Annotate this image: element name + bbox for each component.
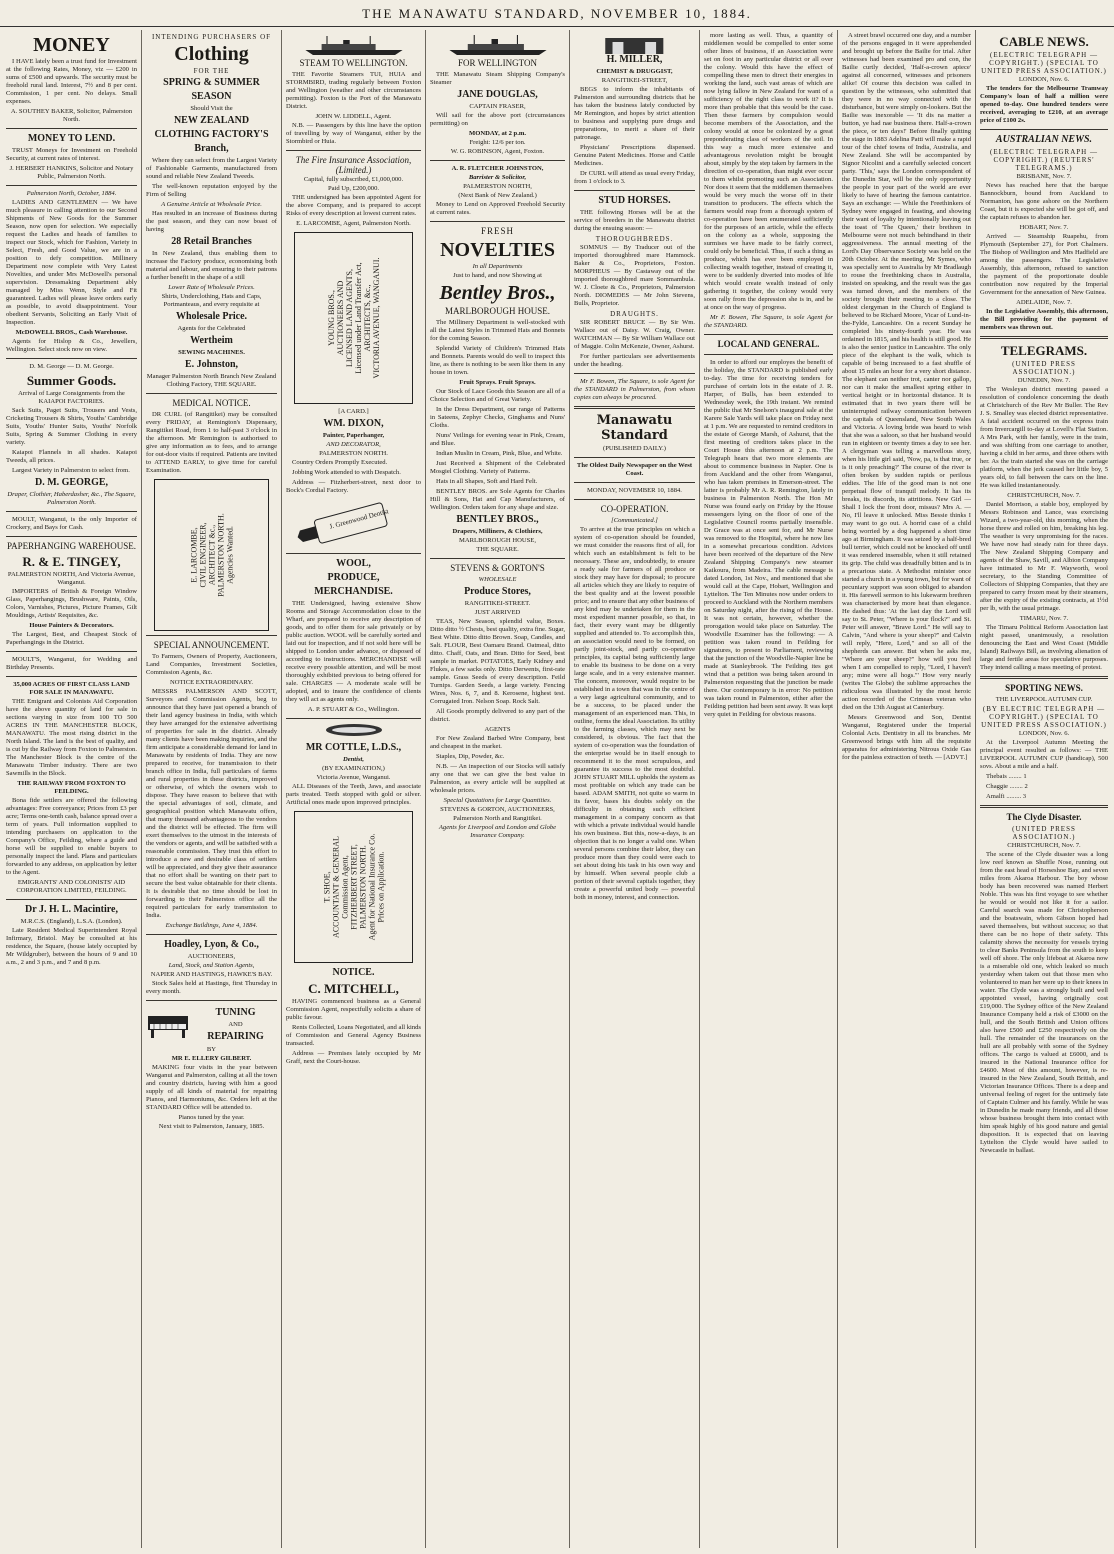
stock-sales: Stock Sales held at Hastings, first Thursday in every month.	[146, 980, 277, 995]
column-4	[426, 30, 570, 1548]
local-general-heading: LOCAL AND GENERAL.	[717, 339, 820, 349]
young-bros-card-text	[327, 258, 381, 379]
spring-summer: SPRING & SUMMER	[163, 77, 260, 88]
card-line: ARCHITECTS, &c.,	[362, 284, 372, 352]
special-heading: SPECIAL ANNOUNCEMENT.	[153, 640, 270, 650]
card-line: ARCHITECT &c.,	[207, 524, 216, 586]
shop-icon	[598, 34, 671, 52]
fire-capital: Capital, fully subscribed, £1,000,000.	[303, 176, 404, 183]
largest-text: Largest Variety in Palmerston to select from.	[12, 467, 130, 474]
clothing-heading: Clothing	[174, 43, 249, 65]
clyde-heading: The Clyde Disaster.	[1006, 812, 1082, 822]
steam-nb: N.B. — Passengers by this line have the option of travelling by way of Wanganui, either by the Stormbird or Huia.	[286, 122, 421, 145]
retail-text: In New Zealand, thus enabling them to increase the Factory produce, economising both material and labour, and ensuring to their patrons a further benefit in the shape of a still	[146, 250, 277, 281]
london-dateline: LONDON, Nov. 6.	[1018, 76, 1070, 83]
fire-heading: The Fire Insurance Association, (Limited.)	[295, 155, 412, 175]
produce-heading: PRODUCE,	[327, 572, 380, 583]
sg-insurance: Agents for Liverpool and London and Globe Insurance Company.	[438, 824, 557, 839]
adelaide-text: In the Legislative Assembly, this afternoon, the Bill providing for the payment of members was thrown out.	[980, 308, 1108, 331]
miller-name: H. MILLER,	[606, 54, 663, 65]
lace-text: Our Stock of Lace Goods this Season are all of a Choice Selection and of Great Variety.	[430, 388, 565, 403]
oldest-daily: The Oldest Daily Newspaper on the West Coast.	[576, 462, 693, 477]
result-1: Thebais ........ 1	[986, 773, 1027, 780]
lower-rate: Lower Rate of Wholesale Prices.	[168, 284, 255, 291]
miller-street: RANGITIKEI-STREET,	[601, 77, 668, 84]
fresh-heading: FRESH	[480, 226, 514, 236]
mcdowell-dateline: Palmerston North, October, 1884.	[26, 190, 117, 197]
card-line: Commission Agent,	[340, 855, 349, 919]
larcombe-agent: E. LARCOMBE, Agent, Palmerston North.	[296, 220, 411, 227]
extra-text: MESSRS PALMERSON AND SCOTT, Surveyors and Commission Agents, beg to announce that they have just opened a branch of their land agency business in India, with which they have arranged for the extensive advertising of properties for sale in the district. Already many clients have been making inquiries, and the firm anticipate a considerable demand for land in Manawatu by residents of India. They are now prepared to receive, for transmission to their branch office in India, full particulars of farms and rural properties in these districts, improved or otherwise, of which the owners wish to dispose. They have reason to believe that with the special advantages of soil, climate, and geographical position which Manawatu offers, that many thousand advantageous to the vendors and the district will be effected. The firm will exert themselves to the utmost in the interests of the vendors or agents, and will be satisfied with a reasonable commission. They trust this effort to introduce a new and desirable class of settlers will be appreciated, and they give their assurance that no effort shall be wanting on their part to secure the best value obtainable for their clients. It is desirable that no time should be lost in forwarding to their Palmerston office all the required particulars for early transmission to India.	[146, 688, 277, 919]
piano-icon	[146, 1010, 190, 1040]
divider	[6, 511, 137, 512]
george-line: Draper, Clothier, Haberdasher, &c., The Square, Palmerston North.	[7, 491, 136, 506]
divider	[6, 536, 137, 537]
notice-heading: NOTICE.	[332, 967, 375, 978]
card-line: Agent for National Insurance Co.	[367, 833, 376, 941]
sg-signature: STEVENS & GORTON, AUCTIONEERS,	[440, 806, 555, 813]
mitchell-text: HAVING commenced business as a General Commission Agent, respectfully solicits a share of public favour.	[286, 998, 421, 1021]
card-line: Prices on Application.	[376, 851, 385, 923]
acres-heading: 35,000 ACRES OF FIRST CLASS LAND FOR SALE IN MANAWATU.	[13, 681, 130, 696]
novelties-heading: NOVELTIES	[440, 239, 555, 261]
divider	[430, 160, 565, 161]
robinson-signature: W. G. ROBINSON, Agent, Foxton.	[450, 148, 545, 155]
sporting-heading: SPORTING NEWS.	[1005, 683, 1083, 693]
rents-text: Rents Collected, Loans Negotiated, and all kinds of Commission and General Agency Business transacted.	[286, 1024, 421, 1047]
johnston-name: E. Johnston,	[184, 359, 239, 370]
hobart-dateline: HOBART, Nov. 7.	[1019, 224, 1069, 231]
aus-sub: (ELECTRIC TELEGRAPH — COPYRIGHT.) (REUTERS' TELEGRAMS.)	[990, 148, 1098, 172]
branch: Branch,	[194, 143, 229, 154]
column-3	[282, 30, 426, 1548]
divider	[146, 934, 277, 935]
card-label: [A CARD.]	[338, 408, 369, 415]
card-line: CIVIL ENGINEER,	[198, 522, 207, 588]
moult-presents: MOULT'S, Wanganui, for Wedding and Birthday Presents.	[6, 656, 137, 671]
card-line: E. LARCOMBE,	[189, 527, 198, 583]
next-visit: Next visit to Palmerston, January, 1885.	[158, 1123, 265, 1130]
goods-delivered: All Goods promptly delivered to any part of the district.	[430, 708, 565, 723]
tingey-heading: R. & E. TINGEY,	[22, 554, 121, 569]
money-ad-signature: A. SOUTHEY BAKER, Solicitor, Palmerston North.	[10, 108, 133, 123]
macintire-text: Late Resident Medical Superintendent Royal Infirmary, Bristol. May be consulted at his residence, the Square, (house lately occupied by Mr Wildgruber), between the hours of 9 and 10 a.m., 2 and 3 p.m., and 7 and 8 p.m.	[6, 927, 137, 966]
card-line: ACCOUNTANT & GENERAL	[331, 836, 340, 938]
summer-goods-heading: Summer Goods.	[26, 373, 117, 388]
christchurch-dateline: CHRISTCHURCH, Nov. 7.	[1007, 492, 1081, 499]
brisbane-dateline: BRISBANE, Nov. 7.	[1016, 173, 1072, 180]
steam-heading: STEAM TO WELLINGTON.	[299, 58, 408, 68]
marlborough-house-2: MARLBOROUGH HOUSE,	[459, 537, 536, 544]
london-text: The tenders for the Melbourne Tramway Company's loan of half a million were opened to-day. One hundred tenders were received, averaging to £210, at an average price of £100 2s.	[980, 85, 1108, 124]
stud-heading: STUD HORSES.	[598, 195, 671, 206]
divider	[574, 457, 695, 458]
acres-signature: EMIGRANTS' AND COLONISTS' AID CORPORATION LIMITED, FEILDING.	[16, 879, 127, 894]
cottle-dentist: Dentist,	[342, 756, 365, 763]
teeth-icon-wrap	[286, 723, 421, 740]
the-square: THE SQUARE.	[476, 546, 519, 553]
divider	[146, 393, 277, 394]
divider	[6, 128, 137, 129]
column-6	[700, 30, 838, 1548]
liddell-signature: JOHN W. LIDDELL, Agent.	[315, 113, 392, 120]
divider	[430, 221, 565, 222]
steamer-icon	[444, 34, 552, 56]
repairing: REPAIRING	[207, 1031, 264, 1042]
mcdowell-signature: McDOWELL BROS., Cash Warehouse.	[15, 329, 128, 336]
tingey-end: The Largest, Best, and Cheapest Stock of Paperhangings in the District.	[6, 631, 137, 646]
wertheim: Wertheim	[190, 335, 233, 346]
card-line: T. SHOE,	[322, 871, 331, 903]
clyde-sub: (UNITED PRESS ASSOCIATION.)	[1012, 825, 1076, 841]
money-heading: MONEY	[33, 34, 110, 56]
coop-heading: CO-OPERATION.	[600, 504, 669, 514]
marlborough-house: MARLBOROUGH HOUSE.	[444, 306, 550, 316]
stud-text: THE following Horses will be at the service of breeders in the Manawatu district during the ensuing season: —	[574, 209, 695, 232]
reputation-text: The well-known reputation enjoyed by the Firm of Selling	[146, 183, 277, 198]
miller-text: BEGS to inform the inhabitants of Palmerston and surrounding districts that he has taken the business lately conducted by Mr Remington, and hopes by strict attention to business and supplying pure drugs and preparations, to merit a share of their patronage.	[574, 86, 695, 141]
dunedin-text: The Wesleyan district meeting passed a resolution of condolence concerning the death at Christchurch of the Rev Mr Buller. The Rev J. S. Smalley was elected district representative. A fatal accident occurred on the express train from Invercargill to-day at Lovell's Flat Station. A Mrs Park, with her family, were in the train, and was shifting from one carriage to another, having a child in her arms, and three others with her. As the train started she was on the carriage platform, when the jerk caused her little boy, 5 years old, to fall between the cars on the line. He was killed instantaneously.	[980, 386, 1108, 489]
agents-heading: AGENTS	[484, 726, 511, 733]
special-quotations: Special Quotations for Large Quantities.	[443, 797, 552, 804]
special-text: To Farmers, Owners of Property, Auctioneers, Land Companies, Investment Societies, Commission Agents, &c.	[146, 653, 277, 676]
wholesale-price: Wholesale Price.	[175, 311, 248, 322]
steamer-icon	[300, 34, 408, 56]
dixon-jobbing: Jobbing Work attended to with Despatch.	[292, 469, 401, 476]
bentley-heading-2: BENTLEY BROS.,	[456, 514, 539, 525]
divider	[980, 336, 1108, 339]
pianos-tuned: Pianos tuned by the year.	[178, 1114, 245, 1121]
house-painters: House Painters & Decorators.	[29, 622, 114, 629]
produce-stores: Produce Stores,	[464, 586, 531, 597]
summer-goods-list: Sack Suits, Paget Suits, Trousers and Vests, Cricketing Trousers & Shirts, Youths' Cambridge Suits, Youths' Hunter Suits, Youths' Norfolk Suits, Spring & Summer Clothing in every variety.	[6, 407, 137, 446]
divider	[286, 150, 421, 151]
card-line: PALMERSTON NORTH.	[216, 513, 225, 597]
divider	[6, 185, 137, 186]
timaru-text: The Timaru Political Reform Association last night passed, unanimously, a resolution denouncing the East and West Coast (Middle Island) Railways Bill, as involving alienation of large and fertile areas for speculative purposes. They intend calling a mass meeting of protest.	[980, 624, 1108, 671]
card-line: AUCTIONEERS AND	[335, 280, 345, 356]
steam-text: THE Favorite Steamers TUI, HUIA and STORMBIRD, trading regularly between Foxton and Wellington (weather and other circumstances permitting). Foxton is the Port of the Manawatu District.	[286, 71, 421, 110]
column-7-text: A street brawl occurred one day, and a number of the persons engaged in it were apprehended and brought up before the Bailie for trial. After witnesses had been examined pro and con, the Bailie curtly decided, 'Half-a-crown apiece' against all concerned, witnesses and prisoners alike! Of course this decision was called in question by the witnesses, who submitted that they were in no way connected with the disturbance, but were simply on-lookers. But the Bailie was inexorable — 'It dis na matter a button, ye had nae business there. Half-a-crown the piece, or ten days!' Before finally quitting the stage in 1883 Adelina Patti will make a rapid tour of the chief towns of India, Australia, and New Zealand. She will be accompanied by Signor Nicolini and a carefully selected concert party. 'This,' says the London correspondent of the Dunedin Star, will be the only opportunity the people in your part of the world are ever likely to have of hearing the famous cantatrice. Says an exchange: — While the Freethinkers of Sydney were engaged in feasting, and showing their want of loyalty by intentionally leaving out the toast of 'The Queen,' their brethren in Melbourne were not much behindhand in their aggressiveness. The annual meeting of the Lord's Day Observance Society was held on the 20th October. At the meeting, Mr Symes, who was specially sent to Australia by Mr Bradlaugh to rouse the freethinking chaos in Australia, insisted on speaking, and the result was the gas was turned down, and the members of the society brought their meeting to a close. The oldest clergyman in the Church of England is believed to be Richard Moore, Vicar of Lund-in-the-Fylde, Lancashire. On a recent Sunday he completed his ninety-fourth year. He was ordained in 1815, and his health is still good. He is also the senior justice in Lancashire. The only piece of the elephant is the walk, which is capable of being increased to a fast shuffle of about 15 miles an hour for a very short distance. The elephant can neither trot, canter nor gallop, nor can it make the smallest spring either in vertical height or in horizontal distance. It is estimated that in two years there will be uninterrupted railway communication between the capitals of Queensland, New South Wales and Victoria. A loving bride was heard to wish that she was a saloon, so that her husband would run in eighteen or twenty times a day to see her. A clergyman was telling a marvellous story, when his little girl said, 'Now, pa, is that true, or is it only preaching?' The course of the river is often broken by sudden rapids or perilous eddies. The life of the good man is not one perpetual flow of tranquil melody. It has its breaks, its discords, its attritions. New Girl — Shall I lock the front door, missus? Mrs A. — No, I'll leave it unlocked. Miss Bessie thinks I may want to go out. A horrid case of a child being worried by a dog happened a short time ago at Birmingham. It was seized by a half-bred bull terrier, which could not be knocked off until it was rendered insensible, when it still retained its grip. The child was dreadfully bitten and is in a precarious state. A Methodist minister once started a church in a young town, but for want of pecuniary support was soon obliged to abandon it. His farewell sermon to his lukewarm brethren was characterised by more heat than elegance. He dashed thus: 'At the last day the Lord will say to St. Peter, "Where is your flock?" and St. Peter will answer, "Brave Lord." He will say to Calvin, "And where is your sheep?" and Calvin will reply, "Here, Lord," and so all of the shepherds can answer. But when he asks me, "Where are your sheep?" how will you feel when I am compelled to reply, "Lord, I haven't any; mine were all hogs."' How very nearly (writes The Globe) the sublime approaches the ridiculous was illustrated by the most heroic action recorded of the Crimean veteran who died on the 13th August at Canterbury.	[842, 32, 971, 711]
mcdowell-text: LADIES AND GENTLEMEN — We have much pleasure in calling attention to our Second Shipments of New Goods for the Summer Season, now open for selection. We especially request the Ladies and heads of families to inspect our Stock, which for Fashion, Variety in Select, Fresh, and Good Value, we are in a position to defy competition. Millinery Department now complete with Very Latest Novelties, and under Mrs McDowell's personal supervision. Dressmaking Department ably managed by Miss Wenn, Style and Fit guaranteed. Ladies will please leave orders early as possible, to avoid disappointment. Your obedient Servants, Soliciting an Early Visit of Inspection.	[6, 199, 137, 326]
cable-news-heading: CABLE NEWS.	[999, 34, 1089, 49]
cottle-address: Victoria Avenue, Wanganui.	[316, 774, 391, 781]
season: SEASON	[191, 91, 232, 102]
divider	[980, 805, 1108, 808]
hislop-note: Agents for Hislop & Co., Jewellers, Wellington. Select stock now on view.	[6, 338, 137, 353]
fletcher-location: PALMERSTON NORTH,	[463, 183, 532, 190]
bentley-agents: BENTLEY BROS. are Sole Agents for Charles Hill & Sons, Hat and Cap Manufacturers, of Wellington. Orders taken for any shape and size.	[430, 488, 565, 511]
card-line: YOUNG BROS.,	[326, 290, 336, 346]
tingey-location: PALMERSTON NORTH, And Victoria Avenue, Wanganui.	[7, 571, 136, 586]
divider	[574, 373, 695, 374]
larcombe-card-box	[154, 479, 269, 631]
column-2	[142, 30, 282, 1548]
just-to-hand: Just to hand, and now Showing at	[453, 272, 542, 279]
divider	[704, 334, 833, 335]
column-5	[570, 30, 700, 1548]
communicated: [Communicated.]	[611, 517, 658, 524]
card-line: PALMERSTON NORTH.	[358, 845, 367, 929]
wellington-text: THE Manawatu Steam Shipping Company's Steamer	[430, 71, 565, 86]
cottle-name: MR COTTLE, L.D.S.,	[305, 742, 402, 753]
medical-heading: MEDICAL NOTICE.	[172, 398, 251, 408]
macintire-degrees: M.R.C.S. (England), L.S.A. (London).	[20, 918, 123, 925]
hobart-text: Arrived — Steamship Ruapehu, from Plymouth (September 27), for Port Chalmers. The Bishop of Wellington and Mrs Hadfield are among the passengers. The Legislative Assembly, this afternoon, refused to sanction the payment of the proportionate double contribution now required by the Imperial Government for the annexation of New Guinea.	[980, 233, 1108, 296]
should-visit: Should Visit the	[190, 105, 233, 112]
dixon-trade: Painter, Paperhanger,	[322, 432, 385, 439]
divider	[574, 190, 695, 191]
fletcher-name: A. R. FLETCHER JOHNSTON,	[451, 165, 544, 172]
captain: CAPTAIN FRASER,	[469, 103, 526, 110]
auctioneers: AUCTIONEERS,	[187, 953, 236, 960]
divider	[146, 635, 277, 636]
hats-text: Hats in all Shapes, Soft and Hard Felt.	[436, 478, 538, 485]
column-1	[2, 30, 142, 1548]
dress-text: In the Dress Department, our range of Patterns in Sateens, Zephyr Checks, Ginghams and Nuns' Cloths.	[430, 406, 565, 429]
stud-list: SOMNUS — By Traducer out of the imported thoroughbred mare Hammock. Baker & Co., Proprietors, Foxton. MORPHEUS — By Castaway out of the imported thoroughbred mare Sommambula. W. J. Cloete & Co., Proprietors, Palmerston North. DIOMEDES — Mr John Stevens, Bulls, Proprietor.	[574, 244, 695, 307]
divider	[430, 558, 565, 559]
telegrams-heading: TELEGRAMS.	[1000, 343, 1088, 358]
jane-douglas: JANE DOUGLAS,	[457, 89, 538, 100]
thoroughbreds: THOROUGHBREDS.	[595, 235, 674, 243]
fruit-sprays: Fruit Sprays. Fruit Sprays.	[459, 379, 536, 386]
card-line: VICTORIA AVENUE, WANGANUI.	[371, 257, 381, 379]
nuns-text: Nuns' Veilings for evening wear in Pink, Cream, and Blue.	[430, 432, 565, 447]
george-banner: D. M. George — D. M. George.	[29, 363, 114, 370]
acres-text: THE Emigrant and Colonists Aid Corporation have the above quantity of land for sale in sections varying in size from 100 TO 500 ACRES IN THE MANCHESTER BLOCK, MANAWATU. The most rising district in the North Island. The land is the best of quality, and is cut by the Railway from Foxton to Palmerston. The Manchester Block is the centre of the Manawatu Timber industry. There are two Sawmills in the Block.	[6, 698, 137, 777]
fire-text: THE undersigned has been appointed Agent for the above Company, and is prepared to accept Risks of every description at lowest current rates.	[286, 194, 421, 217]
london-dateline-2: LONDON, Nov. 6.	[1018, 730, 1070, 737]
card-line: Licensed under Land Transfer Act,	[353, 262, 363, 374]
for-the: FOR THE	[193, 67, 230, 75]
wool-text: THE Undersigned, having extensive Show Rooms and Storage Accommodation close to the Wharf, are prepared to receive any description of goods, and to offer them for sale privately or by public auction. WOOL will be carefully sorted and laid out for inspection, and if not sold here will be shipped to London under advance, or disposed of according to instructions. MERCHANDISE will receive every possible attention, and will be most thoroughly exhibited previous to being offered for sale. CHARGES — A moderate scale will be adopted, and to insure the confidence of clients they will act as agents only.	[286, 600, 421, 703]
tuning-block	[146, 1005, 277, 1045]
monday: MONDAY, at 2 p.m.	[468, 130, 527, 137]
telegrams-sub: (UNITED PRESS ASSOCIATION.)	[1012, 360, 1076, 376]
splendid-text: Splendid Variety of Children's Trimmed Hats and Bonnets. Parents would do well to inspect this line, as there is nothing to be seen like them in any house in town.	[430, 345, 565, 376]
standard-title: Manawatu Standard	[596, 413, 673, 443]
millinery-text: The Millinery Department is well-stocked with all the Latest Styles in Trimmed Hats and Bonnets for the coming Season.	[430, 319, 565, 342]
moult-crockery: MOULT, Wanganui, is the only Importer of Crockery, and Bays for Cash.	[6, 516, 137, 531]
divider	[6, 651, 137, 652]
draught-list: SIR ROBERT BRUCE — By Sir Wm. Wallace out of Daisy. W. Craig, Owner. WATCHMAN — By Sir William Wallace out of Maggie. Colin McKenzie, Owner, Ashurst.	[574, 319, 695, 350]
result-3: Amalfi ......... 3	[986, 793, 1027, 800]
hoadley-heading: Hoadley, Lyon, & Co.,	[164, 939, 259, 950]
issue-date: MONDAY, NOVEMBER 10, 1884.	[587, 487, 682, 494]
premises-text: Address — Premises lately occupied by Mr Graff, next the Court-house.	[286, 1050, 421, 1065]
and-label: AND	[228, 1021, 243, 1028]
chemist: CHEMIST & DRUGGIST,	[596, 68, 673, 75]
coop-continued: more lasting as well. Thus, a quantity of middlemen would be compelled to enter some other lines of business, if an Association were set on foot in any particular district or all over the colony. Would this have the effect of compelling these men to direct their energies in working the land, such vast areas of which are now lying fallow in New Zealand for want of a sufficiency of the right class to work it? It is more than probable that this would be the case. Then these farmers by compulsion would become members of the Association, and the colony would at once be colonized by a great preponderating class of workers of the soil. In this way a much more extensive and advantageous revolution might be brought about, simply by the step taken by farmers in the direction of co-operation, than might ever occur to them whilst promoting such an Association. Nor does it seem that the middlemen themselves would be very much the worse off in their transition to producers. The effects which the farmers would reap from a thorough system of co-operation have been enumerated sufficiently for the purposes of an article, while the effects on the colony as a whole, supposing the surmises we have made to be fairly correct, could only be beneficial. Thus, if such a thing as produce, which has ever been employed in collecting wealth together, instead of creating it, were to be suddenly diverted into modes of life which would create wealth instead of only gathering it together, the colony would very soon rally from the depression she is in, and be at once on the way of progress.	[704, 32, 833, 311]
column-8	[976, 30, 1112, 1548]
curl-note: Dr CURL will attend as usual every Friday, from 1 o'clock to 3.	[574, 170, 695, 185]
draughts: DRAUGHTS.	[610, 310, 659, 318]
divider	[980, 129, 1108, 130]
lend-text: TRUST Moneys for Investment on Freehold Security, at current rates of interest.	[6, 147, 137, 162]
fire-paid: Paid Up, £200,000.	[327, 185, 380, 192]
cottle-text: ALL Diseases of the Teeth, Jaws, and associate parts treated. Teeth stopped with gold or silver. Artificial ones made upon improved principles.	[286, 783, 421, 806]
divider	[286, 718, 421, 719]
autumn-cup-heading: THE LIVERPOOL AUTUMN CUP.	[995, 696, 1093, 703]
larcombe-card-text	[189, 513, 234, 597]
greenwood-advert: Messrs Greenwood and Son, Dentist Wanganui, Registered under the Imperial Colonial Acts. Dentistry in all its branches. Mr Greenwood brings with him all the requisite apparatus for administering Nitrous Oxide Gas for the painless extraction of teeth. — [ADVT.]	[842, 714, 971, 761]
sg-location: Palmerston North and Rangitikei.	[453, 815, 542, 822]
divider	[6, 676, 137, 677]
drapers: Drapers, Milliners, & Clothiers,	[452, 528, 543, 535]
card-line: LICENSED LAND AGENTS,	[344, 269, 354, 368]
dixon-location: PALMERSTON NORTH.	[319, 450, 388, 457]
manager-text: Manager Palmerston North Branch New Zealand Clothing Factory, THE SQUARE.	[146, 373, 277, 388]
local-general-text: In order to afford our employes the benefit of the holiday, the STANDARD is published early to-day. The time for receiving tenders for purchase of certain lots in the estate of J. R. Harper, of Bulls, has been extended to Wednesday week, the 19th instant. We remind the public that Mr Snelson's inaugural sale at the Karere Sale Yards will take place on Friday next at 1 p.m. We are requested to remind creditors in the estate of George Marsh, of Ashurst, that the first meeting of creditors takes place in the Court House this afternoon at 2 p.m. The Telegraph hears that two more elements are about to commence business in Napier. One is from Auckland and the other from Wanganui, who has taken premises in Emerson-street. The latter is probably Mr A. R. Remington, lately in business in Palmerston North. The Hon Mr Nurse was found early on Friday by the House messengers lying on the floor of one of the Legislative Council rooms partially insensible. Dr Grace was at once sent for, and Mr Nurse was removed to the Hospital, where he now lies in a somewhat precarious condition. Advices have been received of the departure of the New Zealand Shipping Company's new steamer Kaikoura, from Madeira. The cable message is dated London, 1st Nov., and mentioned that she would call at the Cape, Hobart, Wellington and Lyttelton. The Ten Minutes now under orders to proceed to Auckland with the Northern members on Saturday night, after the rising of the House. It was not certain, however, whether the prorogation would take place on Saturday. The Woodville Examiner has the following: — A petition was taken round in Feilding for signatures, to present to Parliament, reviewing that the junction of the Woodville-Napier line be made at Stanleybrook. The Feilding ites got wind that a petition was being taken around in Palmerston requesting that the junction be made there. Our contemporary is in error: No petition was taken round in Palmerston, either after the Feilding petition had been sent away. It was kept very quiet in Feilding for obvious reasons.	[704, 359, 833, 718]
wellington-heading: FOR WELLINGTON	[458, 58, 537, 68]
tuning: TUNING	[215, 1007, 256, 1018]
shirts-text: Shirts, Underclothing, Hats and Caps, Portmanteaus, and every requisite at	[161, 293, 262, 308]
dixon-address: Address — Fitzherbert-street, next door to Bock's Cordial Factory.	[286, 479, 421, 494]
stevens-heading: STEVENS & GORTON'S	[450, 563, 545, 573]
napier: NAPIER AND HASTINGS, HAWKE'S BAY.	[150, 971, 273, 978]
acres-text-2: Bona fide settlers are offered the following advantages: Free conveyance; Prices from £3 per acre; Terms one-tenth cash, balance spread over a term of years. Full information supplied to intending purchasers on application to the Company's Office, Feilding, where a guide and horse will be supplied to enable buyers to personally inspect the land. Plans and particulars forwarded to any address, on application by letter to the Agent.	[6, 797, 137, 876]
money-ad-text: I HAVE lately been a trust fund for Investment at the following Rates, Money, viz — £200 in sums of £500 and upwards. The security must be freehold rural land. Interest, 7½ and 8 per cent. Commission, 1 per cent. No delays. Small expenses.	[6, 58, 137, 105]
wholesale: WHOLESALE	[478, 576, 517, 583]
genuine-article: A Genuine Article at Wholesale Price.	[161, 201, 262, 208]
tingey-text: IMPORTERS of British & Foreign Window Glass, Paperhangings, Brushware, Paints, Oils, Colors, Varnishes, Pictures, Picture Frames, Gilt Mouldings, Artists' Requisites, &c.	[6, 588, 137, 619]
further-particulars: For further particulars see advertisements under the heading.	[574, 353, 695, 368]
indian-text: Indian Muslin in Cream, Pink, Blue, and White.	[436, 450, 563, 457]
dixon-decorator: AND DECORATOR,	[326, 441, 381, 448]
agent-note: Mr F. Bowen, The Square, is sole Agent for the STANDARD in Palmerston, from whom copies can always be procured.	[574, 378, 695, 401]
gilbert-text: MAKING four visits in the year between Wanganui and Palmerston, calling at all the town and country districts, having with him a good supply of all kinds of material for repairing Pianos, and Harmoniums, &c. Orders left at the STANDARD Office will be attended to.	[146, 1064, 277, 1111]
branch-text: Where they can select from the Largest Variety of Fashionable Garments, manufactured from sound and reliable New Zealand Tweeds.	[146, 157, 277, 180]
adelaide-dateline: ADELAIDE, Nov. 7.	[1016, 299, 1072, 306]
lend-signature: J. HERBERT HANKINS, Solicitor and Notary Public, Palmerston North.	[9, 165, 134, 180]
divider	[704, 354, 833, 355]
column-7	[838, 30, 976, 1548]
resulted-text: Has resulted in an increase of Business during the past season, and they can now boast of having	[146, 210, 277, 233]
dentist-hand-sign	[286, 499, 421, 549]
arrived-list: TEAS, New Season, splendid value, Boxes. Ditto ditto ½ Chests, best quality, extra fine. Sugar, Best White. Ditto ditto Brown. Soap, Candles, and Salt. FLOUR, Best Oamaru Brand. Oatmeal, ditto ditto. Chaff, Oats, and Bran. Ditto for Seed, best sample in market. POTATOES, Early Kidney and Flukes, a few sacks only. Ditto Derwents, first-rate sample. Grass Seeds of every description. Feild Turnips. Garden Seeds, a large variety. Fencing Wires, Nos. 6, 7, and 8. Kerosene, highest test. Corrugated Iron. Nelson Soap. Rock Salt.	[430, 618, 566, 705]
autumn-text: At the Liverpool Autumn Meeting the principal event resulted as follows: — THE LIVERPOOL AUTUMN CUP (handicap), 500 sovs. About a mile and a half.	[980, 739, 1108, 770]
shoe-card-box	[294, 811, 413, 963]
shipment-text: Just Received a Shipment of the Celebrated Mosgiel Clothing. Variety of Patterns.	[430, 460, 565, 475]
christchurch-text: Daniel Morrison, a stable boy, employed by Messrs Robinson and Lance, was exercising Wizard, a two-year-old, this morning, when the horse threw and rolled on him, breaking his leg. The weather is very unpromising for the races. We have now had steady rain for three days. The New Zealand Shipping Company and agents of the Shaw, Savill, and Albion Company have intimated to Mr F. Wayworth, wool secretary, to the Standing Committee of Collectors of Shipping Companies, that they are prepared to carry frozen meat by their steamers, after the expiry of the existing contracts, at 1½d per lb, with the usual primage.	[980, 501, 1108, 612]
extra-heading: NOTICE EXTRAORDINARY.	[169, 679, 254, 686]
masthead-title: THE MANAWATU STANDARD, NOVEMBER 10, 1884.	[362, 6, 752, 21]
stevens-nb: N.B. — An inspection of our Stocks will satisfy any one that we can give the best value in Palmerston, as every article will be supplied at wholesale prices.	[430, 763, 565, 794]
cable-sub: (ELECTRIC TELEGRAPH — COPYRIGHT.) (SPECIAL TO UNITED PRESS ASSOCIATION.)	[981, 51, 1107, 75]
timaru-dateline: TIMARU, Nov. 7.	[1019, 615, 1069, 622]
mitchell-name: C. MITCHELL,	[308, 981, 399, 996]
clyde-text: The scene of the Clyde disaster was a long low reef known as Shuffle Nose, running out from the east head of Horseshoe Bay, and seven miles from Akaroa Harbour. The boy whose body has been recovered was named Herbert Noble. This was his first voyage to see whether he would or would not like it for a sailor. Careful search was made for Christopherson and the boatswain, whom Gibson hoped had saved themselves, but without success; so that there can be no hope of their safety. This calamity shows the necessity for vessels trying to clear Banks Peninsula from the south to keep well off shore. The only lifeboat at Akaroa now is a miserable old one, which leaked so much yesterday when taken out that those men who volunteered to man her were up to their knees in water. The Clyde was a strongly built and well appointed vessel, having originally cost £19,000. The Sydney office of the New Zealand Insurance Company held a risk of £3000 on the hull, and the South British and Union offices also have £500 and £250 respectively on the hull. The remainder of the insurances on the hull are all probably with some of the Sydney offices. The cargo is valued at £6000, and is insured in the National Insurance office for £4600. Most of this amount, however, is re-insured in the New Zealand, South British, and Victorian Insurance Offices. There is a deep and universal feeling of regret for the untimely fate of Captain Culmer and his family. While he was in Dunedin he made many friends, and all those whose business brought them into contact with him speak highly of his good nature and genial disposition. It is expected that on leaving Lyttelton the Clyde would have sailed to Newcastle in ballast.	[980, 851, 1108, 1154]
card-line: Agencies Wanted.	[225, 526, 234, 584]
bentley-heading: Bentley Bros.,	[439, 282, 556, 304]
young-bros-card-box	[294, 232, 413, 404]
wool-heading: WOOL,	[336, 558, 371, 569]
intending-line: INTENDING PURCHASERS OF	[151, 33, 272, 41]
physicians: Physicians' Prescriptions dispensed. Genuine Patent Medicines. Horse and Cattle Medicines.	[574, 144, 695, 167]
autumn-sub: (BY ELECTRIC TELEGRAPH — COPYRIGHT.) (SPECIAL TO UNITED PRESS ASSOCIATION.)	[981, 705, 1107, 729]
staples: Staples, Dip, Powder, &c.	[436, 753, 505, 760]
rangitikei-street: RANGITIKEI-STREET.	[464, 600, 531, 607]
sail-text: Will sail for the above port (circumstances permitting) on	[430, 112, 565, 127]
clyde-dateline: CHRISTCHURCH, Nov. 7.	[1007, 842, 1081, 849]
merchandise-heading: MERCHANDISE.	[314, 586, 393, 597]
sewing-machines: SEWING MACHINES.	[178, 349, 245, 356]
result-2: Chaggie ........ 2	[986, 783, 1028, 790]
divider	[286, 553, 421, 554]
extra-signature: Exchange Buildings, June 4, 1884.	[165, 922, 258, 929]
gilbert-name: MR E. ELLERY GILBERT.	[171, 1055, 252, 1062]
kaiapoi-text: Kaiapoi Flannels in all shades. Kaiapoi Tweeds, all prices.	[6, 449, 137, 464]
medical-text: DR CURL (of Rangitikei) may be consulted every FRIDAY, at Remington's Dispensary, Rangitikei Road, from 1 to half-past 3 o'clock in the afternoon. Mr Remington is authorised to give any information as to fees, and to arrange for out-door visits if required. Patients are invited to ATTEND EARLY, to give time for careful Examination.	[146, 411, 277, 474]
divider	[574, 406, 695, 409]
divider	[6, 358, 137, 359]
masthead	[0, 6, 1114, 27]
dixon-country: Country Orders Promptly Executed.	[292, 459, 388, 466]
card-line: FITZHERBERT STREET,	[349, 844, 358, 930]
lend-heading: MONEY TO LEND.	[27, 133, 116, 144]
published-daily: (PUBLISHED DAILY.)	[603, 445, 666, 452]
divider	[574, 482, 695, 483]
summer-goods-text: Arrival of Large Consignments from the KAIAPOI FACTORIES.	[18, 390, 125, 405]
divider	[980, 676, 1108, 679]
next-bank: (Next Bank of New Zealand.)	[458, 192, 537, 199]
george-name: D. M. GEORGE,	[34, 477, 109, 488]
railway-heading: THE RAILWAY FROM FOXTON TO FEILDING.	[17, 780, 126, 795]
cottle-exam: (BY EXAMINATION,)	[322, 765, 385, 772]
land-agents: Land, Stock, and Station Agents,	[168, 962, 255, 969]
dentist-sign-text: J. Greenwood Dentist	[328, 507, 390, 531]
denture-icon	[324, 723, 384, 737]
dixon-name: WM. DIXON,	[323, 418, 384, 429]
barbed-wire: For New Zealand Barbed Wire Company, best and cheapest in the market.	[430, 735, 565, 750]
brisbane-text: News has reached here that the barque Bannockburn, bound from Auckland to Normanton, has gone ashore on the Northern Coast, but it is expected she will be got off, and the captain refuses to abandon her.	[980, 182, 1108, 221]
shoe-card-text	[322, 834, 385, 941]
agents-celebrated: Agents for the Celebrated	[177, 325, 246, 332]
by-label: BY	[206, 1046, 217, 1053]
australian-news-heading: AUSTRALIAN NEWS.	[995, 134, 1093, 145]
macintire-heading: Dr J. H. L. Macintire,	[25, 904, 118, 915]
divider	[146, 1000, 277, 1001]
just-arrived: JUST ARRIVED	[474, 609, 521, 616]
money-lend: Money to Lend on Approved Freehold Security at current rates.	[430, 201, 565, 216]
divider	[6, 899, 137, 900]
paperhanging-heading: PAPERHANGING WAREHOUSE.	[6, 541, 136, 551]
stuart-signature: A. P. STUART & Co., Wellington.	[307, 706, 400, 713]
divider	[574, 499, 695, 500]
retail-branches: 28 Retail Branches	[171, 236, 252, 247]
dunedin-dateline: DUNEDIN, Nov. 7.	[1017, 377, 1071, 384]
agent-note-2: Mr F. Bowen, The Square, is sole Agent for the STANDARD.	[704, 314, 833, 329]
departments: In all Departments	[472, 263, 523, 270]
freight: Freight: 12/6 per ton.	[469, 139, 526, 146]
clothing-factory: CLOTHING FACTORY'S	[154, 129, 269, 140]
new-zealand: NEW ZEALAND	[173, 115, 250, 126]
coop-text: To arrive at the true principles on which a system of co-operation should be founded, we must consider the reasons first of all, for which such an establishment is felt to be necessary. These are, undoubtedly, to ensure a ready sale for farmers of all produce or stock they may have for disposal; to procure all articles which they are likely to require of the best quality and at the lowest possible price; and to ensure that any other business of any kind may be undertaken for them in the most expedient manner possible, so that, in fact, their every want may be diligently supplied and attended to. To accomplish this, an association would need to be formed, on partly joint-stock, and partly co-operative principles, its capital being sufficiently large to enable its business to be done on a very large scale, and in a very extensive manner. The concern, moreover, would require to be established in a town that was in the centre of a very large agricultural community, and to be a success, to be placed under the management of an experienced man. This, in outline, forms the ideal Association. Its utility to the farming classes, which may next be considered, is obvious. The fact that the system of co-operation was the foundation of the enterprise would be in itself enough to recommend it to the most scrupulous, and guarantee its success to the most doubtful. JOHN STUART MILL upholds the system as most profitable on which any trade can be based. ADAM SMITH, not quite so warm in its favor, bases his doubts solely on the difficulty in obtaining such efficient management in a company concern as that with which a private individual would handle his own business. But this, now-a-days, is an objection that is no longer a valid one. When several persons combine their labor, they can produce more than they could were each to set about doing his task in his own way and by himself. When several people club a portion of their several capitals together, they create a powerful united body — powerful both in money, interest, and connection.	[574, 526, 695, 901]
barrister: Barrister & Solicitor,	[468, 174, 527, 181]
